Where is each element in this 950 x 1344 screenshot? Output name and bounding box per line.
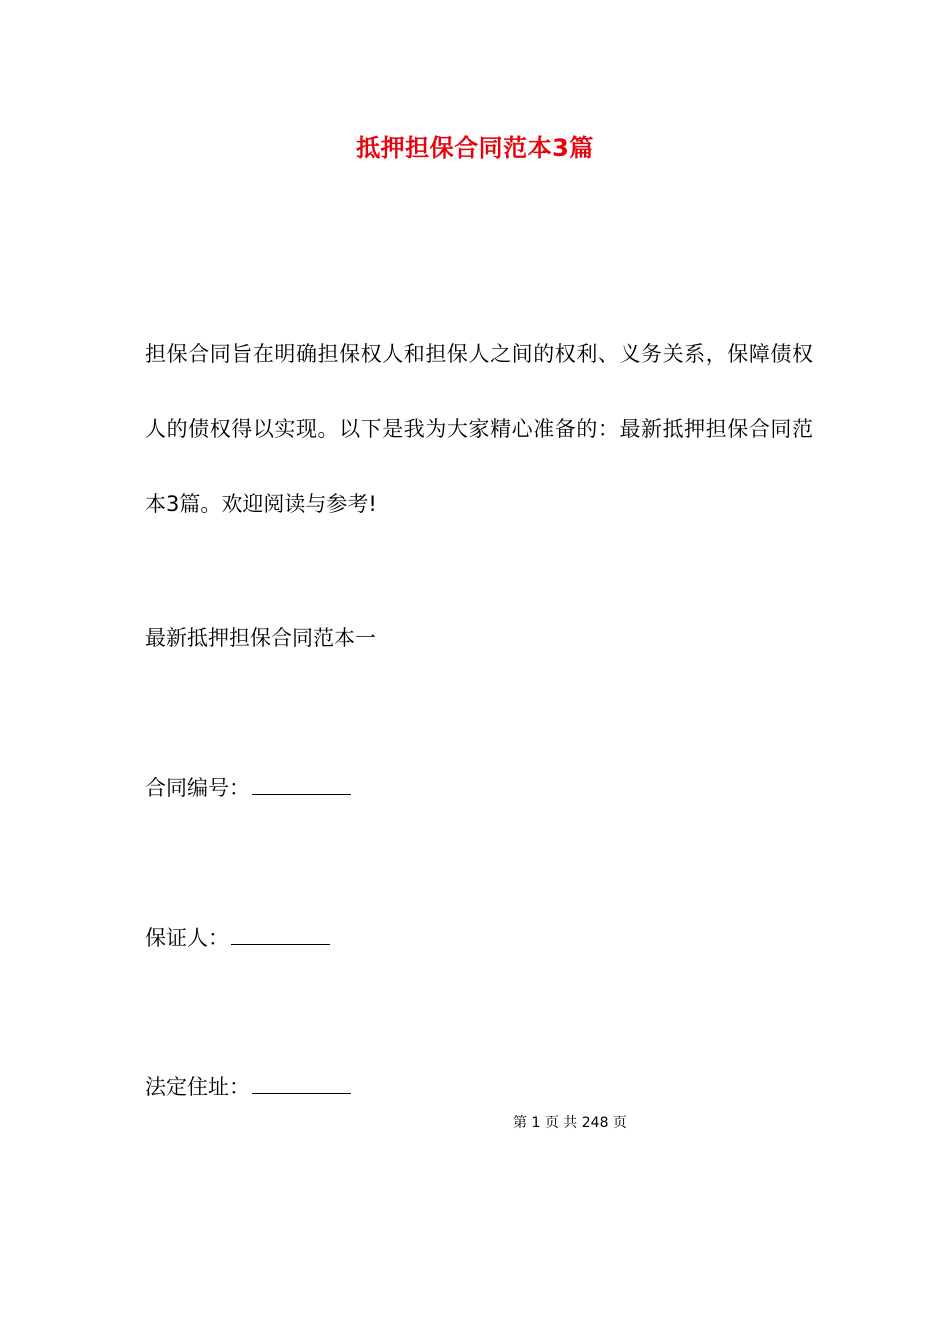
field-label: 保证人：: [145, 926, 229, 950]
field-guarantor: [145, 920, 330, 956]
page-footer: [0, 1113, 950, 1133]
field-label: 法定住址：: [145, 1075, 250, 1099]
guarantor-blank[interactable]: [231, 943, 330, 945]
field-legal-address: [145, 1069, 351, 1105]
page-indicator: 第 1 页 共 248 页: [513, 1115, 627, 1131]
field-label: 合同编号：: [145, 776, 250, 800]
section-heading: 最新抵押担保合同范本一: [145, 626, 376, 650]
field-contract-number: [145, 770, 351, 806]
document-title: 抵押担保合同范本3篇: [356, 134, 594, 162]
intro-paragraph: 担保合同旨在明确担保权人和担保人之间的权利、义务关系，保障债权人的债权得以实现。以下是我为大家精心准备的：最新抵押担保合同范本3篇。欢迎阅读与参考!: [145, 342, 813, 516]
legal-address-blank[interactable]: [252, 1092, 351, 1094]
contract-number-blank[interactable]: [252, 793, 351, 795]
